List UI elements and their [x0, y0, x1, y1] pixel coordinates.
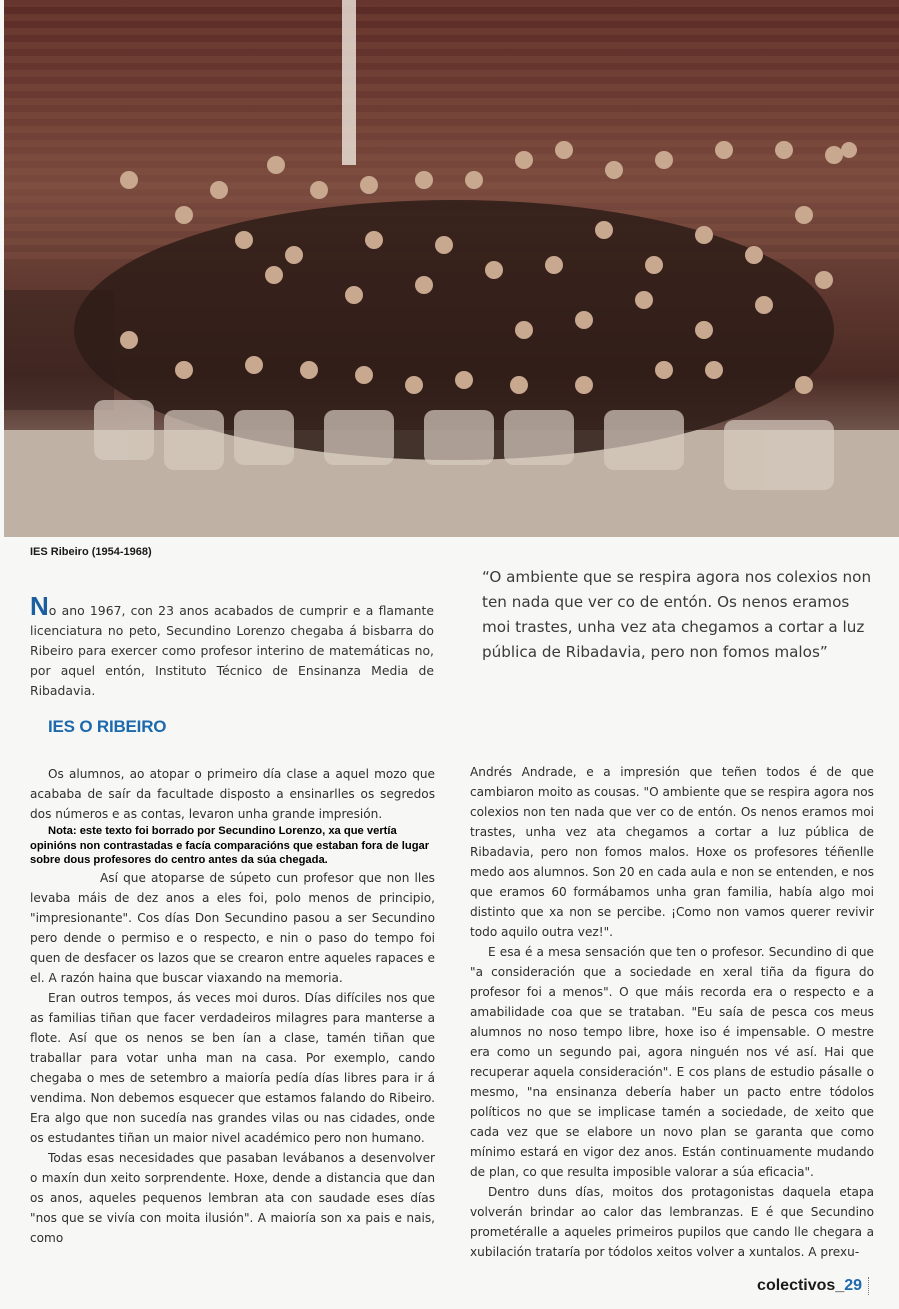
pull-quote: “O ambiente que se respira agora nos colexios non ten nada que ver co de entón. Os nenos eramos moi trastes, unha vez ata chegamos a cortar a luz pública de Ribadavia, pero non fomos malos”: [482, 568, 872, 661]
body-paragraph: Dentro duns días, moitos dos protagonistas daquela etapa volverán brindar ao calor das lembranzas. E é que Secundino prometéralle a aqueles primeiros pupilos que cando lle chegara a xubilación trataría por tódolos xeitos volver a xuntalos. A prexu-: [470, 1185, 874, 1259]
body-paragraph: E esa é a mesa sensación que ten o profesor. Secundino di que "a consideración que a sociedade en xeral tiña da figura do profesor foi a menos". O que máis recorda era o respecto e a amabilidade coa que se trataban. "Eu saía de pesca cos meus alumnos no noso tempo libre, hoxe iso é impensable. O mestre era como un segundo pai, agora ninguén nos vé así. Hai que recuperar aquela consideración". E cos plans de estudio pásalle o mesmo, "na ensinanza debería haber un pacto entre tódolos políticos no que se implicase tamén a sociedade, de xeito que cada vez que se elabore un novo plan se garanta que como mínimo estará en vigor dez anos. Están continuamente mudando de plan, co que resulta imposible valorar a súa eficacia".: [470, 945, 874, 1179]
right-column: [470, 762, 874, 1262]
page-footer: [757, 1277, 869, 1295]
drop-cap: N: [30, 591, 49, 621]
group-photo: [4, 0, 899, 537]
footer-section-name: colectivos_: [757, 1277, 845, 1294]
body-paragraph: Andrés Andrade, e a impresión que teñen todos é de que cambiaron moito as cousas. "O ambiente que se respira agora nos colexios non ten nada que ver co de entón. Os nenos eramos moi trastes, unha vez ata chegamos a cortar a luz pública de Ribadavia, pero non fomos malos. Hoxe os profesores téñenlle medo aos alumnos. Son 20 en cada aula e non se entenden, e nos que eramos 60 formábamos unha gran familia, había algo moi distinto que xa non se percibe. ¡Como non vamos querer revivir todo aquilo outra vez!".: [470, 765, 874, 939]
body-paragraph: Os alumnos, ao atopar o primeiro día clase a aquel mozo que acababa de saír da facultade disposto a ensinarlles os segredos dos números e as contas, levaron unha grande impresión.: [30, 767, 435, 821]
lead-paragraph: [30, 591, 434, 701]
left-column: [30, 764, 435, 1248]
lead-text: o ano 1967, con 23 anos acabados de cumprir e a flamante licenciatura no peto, Secundino Lorenzo chegaba á bisbarra do Ribeiro para exercer como profesor interino de matemáticas no, por aquel entón, Instituto Técnico de Ensinanza Media de Ribadavia.: [30, 603, 434, 698]
section-title: IES O RIBEIRO: [48, 717, 167, 736]
body-paragraph: Todas esas necesidades que pasaban levábanos a desenvolver o maxín dun xeito sorprendente. Hoxe, dende a distancia que dan os anos, aqueles pequenos lembran ata con saudade eses días "nos que se vivía con moita ilusión". A maioría son xa pais e nais, como: [30, 1150, 435, 1245]
body-paragraph: Eran outros tempos, ás veces moi duros. Días difíciles nos que as familias tiñan que facer verdadeiros milagres para manterse a flote. Así que os nenos se ben ían a clase, tamén tiñan que traballar para votar unha man na casa. Por exemplo, cando chegaba o mes de setembro a maioría pedía días libres para ir á vendima. Non debemos esquecer que estamos falando do Ribeiro. Era algo que non sucedía nas grandes vilas ou nas cidades, onde os estudantes tiñan un maior nivel académico pero non humano.: [30, 990, 435, 1145]
group-photo-icon: [4, 0, 899, 537]
page-number: 29: [844, 1277, 862, 1294]
editor-note: Nota: este texto foi borrado por Secundino Lorenzo, xa que vertía opinións non contrastadas e facía comparacións que estaban fora de lugar sobre dous profesores do centro antes da súa chegada.: [30, 825, 430, 866]
photo-caption: IES Ribeiro (1954-1968): [30, 546, 152, 558]
body-paragraph: Así que atoparse de súpeto cun profesor que non lles levaba máis de dez anos a eles foi, polo menos de principio, "impresionante". Cos días Don Secundino pasou a ser Secundino pero dende o permiso e o respecto, e nin o paso do tempo foi quen de desfacer os lazos que se crearon entre aqueles rapaces e el. A razón haina que buscar viaxando na memoria.: [30, 870, 435, 985]
